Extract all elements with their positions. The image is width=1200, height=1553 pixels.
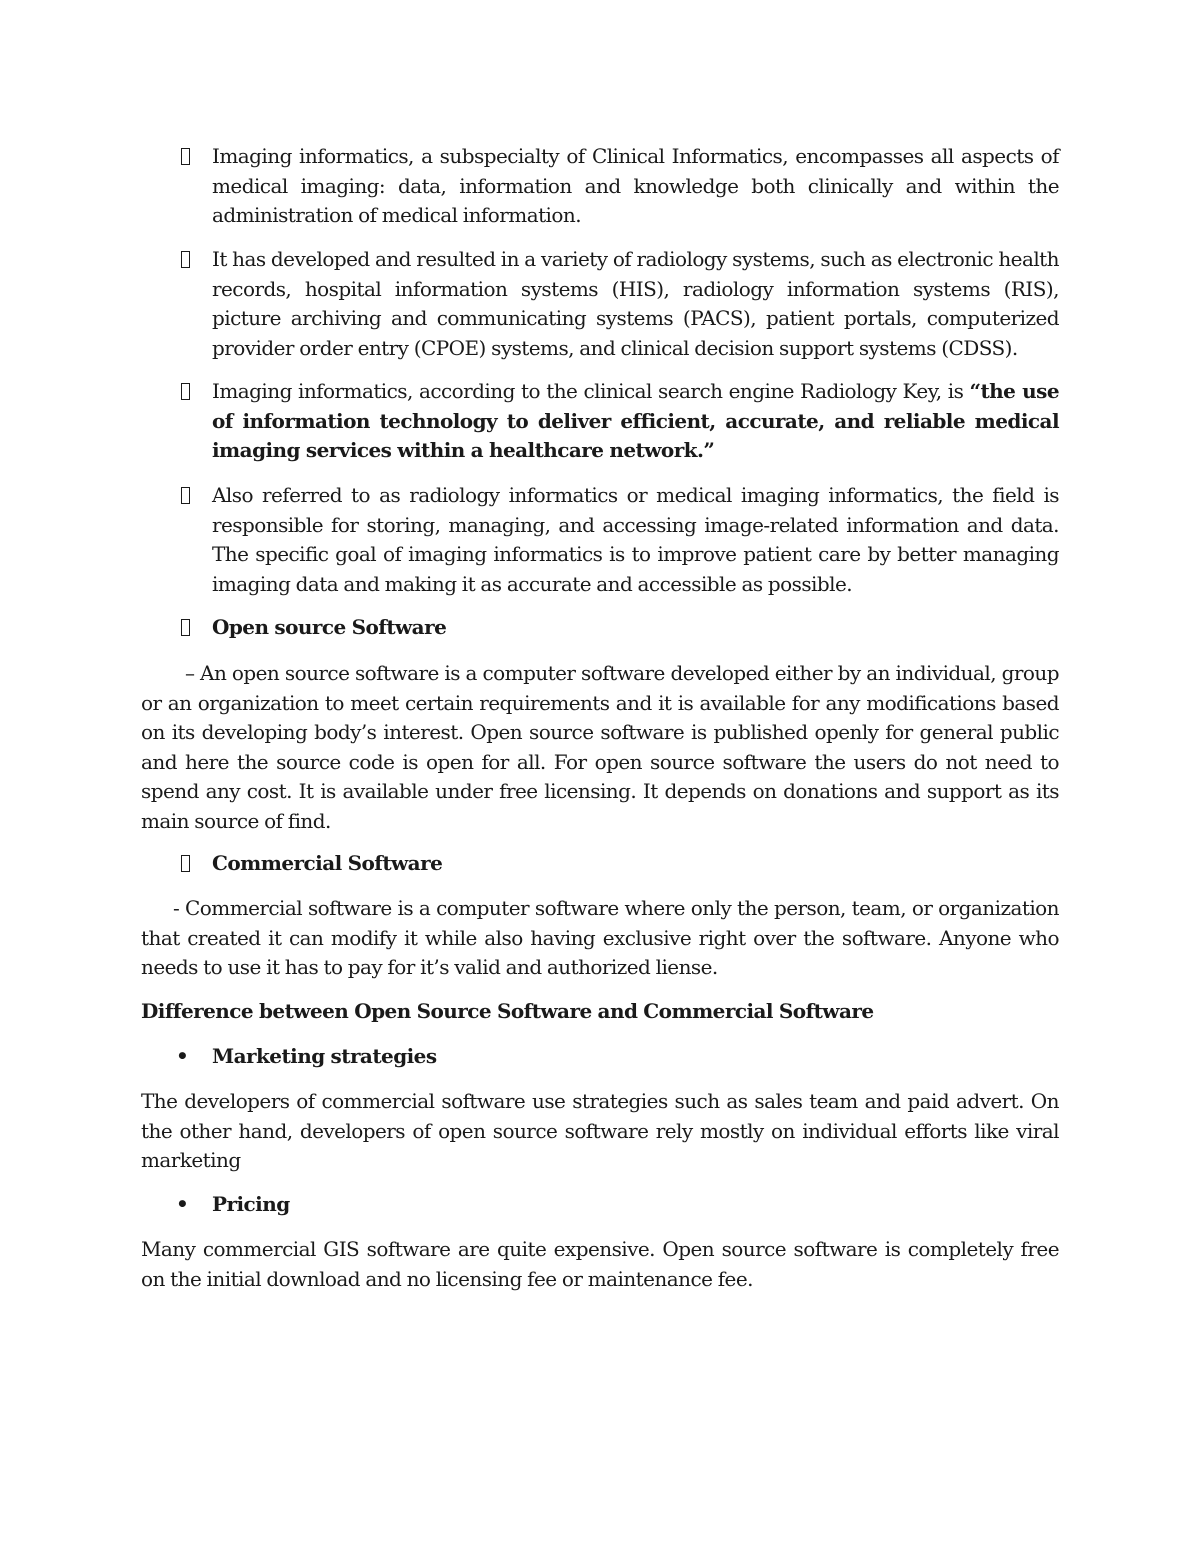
open-source-body: – An open source software is a computer software developed either by an individual, group or an organization to meet certain requirements and it is available for any modifications based on its developing body’s interest. Open source software is published openly for general public and here the source code is open for all. For open source software the users do not need to spend any cost. It is available under free licensing. It depends on donations and support as its main source of find. <box>141 661 1059 833</box>
pricing-title: Pricing <box>212 1192 290 1216</box>
difference-heading: Difference between Open Source Software and Commercial Software <box>141 999 874 1023</box>
bullet-item-also-referred <box>176 481 1059 599</box>
missing-glyph-box-icon <box>176 377 194 407</box>
bullet-text: Also referred to as radiology informatics or medical imaging informatics, the field is responsible for storing, managing, and accessing image-related information and data. The specific goal of imaging informatics is to improve patient care by better managing imaging data and making it as accurate and accessible as possible. <box>212 483 1059 596</box>
commercial-heading-item <box>176 849 1059 879</box>
missing-glyph-box-icon <box>176 245 194 275</box>
bullet-text: It has developed and resulted in a variety of radiology systems, such as electronic health records, hospital information systems (HIS), radiology information systems (RIS), picture archiving and communicating systems (PACS), patient portals, computerized provider order entry (CPOE) systems, and clinical decision support systems (CDSS). <box>212 247 1059 360</box>
bullet-text-plain: Imaging informatics, according to the clinical search engine Radiology Key, is <box>212 379 970 403</box>
marketing-strategies-item <box>176 1042 1059 1072</box>
bullet-text: Imaging informatics, a subspecialty of Clinical Informatics, encompasses all aspects of medical imaging: data, information and knowledge both clinically and within the administration of medical information. <box>212 144 1059 227</box>
marketing-strategies-title: Marketing strategies <box>212 1044 437 1068</box>
marketing-strategies-body: The developers of commercial software use strategies such as sales team and paid advert. On the other hand, developers of open source software rely mostly on individual efforts like viral marketing <box>141 1089 1059 1172</box>
missing-glyph-box-icon <box>176 849 194 879</box>
commercial-body: - Commercial software is a computer software where only the person, team, or organization that created it can modify it while also having exclusive right over the software. Anyone who needs to use it has to pay for it’s valid and authorized liense. <box>141 896 1059 979</box>
bullet-dot: • <box>176 1044 189 1068</box>
commercial-heading: Commercial Software <box>212 851 443 875</box>
bullet-item-radiology-systems <box>176 245 1059 363</box>
bullet-item-imaging-definition <box>176 142 1059 231</box>
open-source-heading-item <box>176 613 1059 643</box>
missing-glyph-box-icon <box>176 481 194 511</box>
bullet-item-radiology-key-quote <box>176 377 1059 466</box>
missing-glyph-box-icon <box>176 613 194 643</box>
missing-glyph-box-icon <box>176 142 194 172</box>
bullet-text-quote: “the use of information technology to deliver efficient, accurate, and reliable medical imaging services within a healthcare network.” <box>212 379 1059 462</box>
open-source-heading: Open source Software <box>212 615 447 639</box>
pricing-item <box>176 1190 1059 1220</box>
pricing-body: Many commercial GIS software are quite expensive. Open source software is completely free on the initial download and no licensing fee or maintenance fee. <box>141 1237 1059 1291</box>
bullet-dot: • <box>176 1192 189 1216</box>
bullet-text <box>212 377 1059 466</box>
